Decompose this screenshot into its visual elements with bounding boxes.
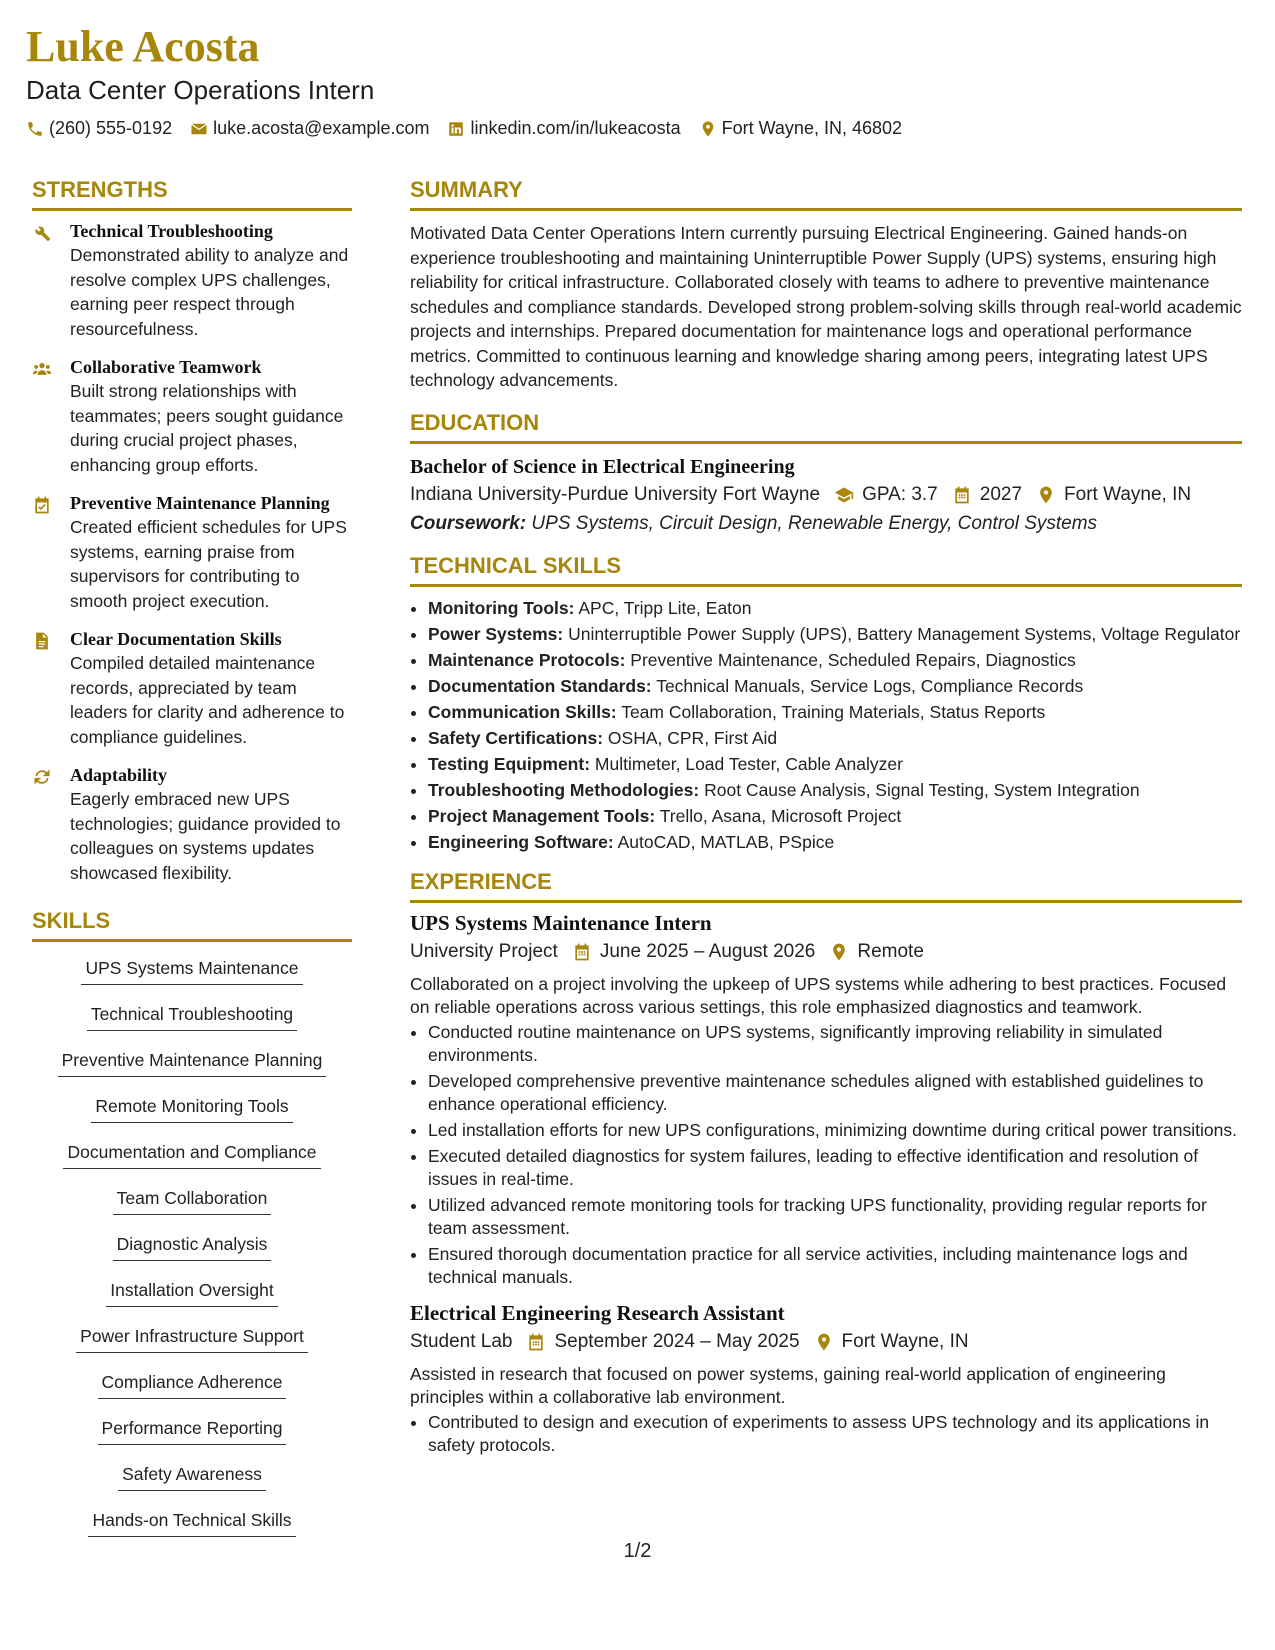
- skill-item: Safety Awareness: [118, 1458, 266, 1491]
- skill-item: Hands-on Technical Skills: [88, 1504, 295, 1537]
- tech-skill-item: [428, 701, 1242, 724]
- job-bullet: • Led installation efforts for new UPS configurations, minimizing downtime during critical power transitions.: [428, 1119, 1242, 1142]
- tech-skill-item: [428, 831, 1242, 854]
- skill-item: Documentation and Compliance: [63, 1136, 320, 1169]
- tech-skill-label: Power Systems:: [428, 623, 564, 644]
- tech-skill-item: [428, 597, 1242, 620]
- tech-skill-label: Testing Equipment:: [428, 753, 591, 774]
- calendar-icon: [952, 485, 972, 505]
- contact-phone: [26, 118, 172, 139]
- tech-skill-value: Technical Manuals, Service Logs, Compliance Records: [656, 675, 1084, 696]
- map-pin-icon: [1036, 485, 1056, 505]
- skill-item: UPS Systems Maintenance: [81, 952, 302, 985]
- map-pin-icon: [814, 1332, 834, 1352]
- skill-item: Team Collaboration: [113, 1182, 272, 1215]
- job-location: [814, 1327, 969, 1357]
- strength-item: [32, 493, 352, 613]
- strength-title: Adaptability: [70, 765, 168, 785]
- document-icon: [32, 631, 52, 651]
- job-org: [410, 1327, 512, 1357]
- tech-skill-value: Trello, Asana, Microsoft Project: [659, 805, 902, 826]
- tech-skill-item: [428, 779, 1242, 802]
- right-column: [410, 176, 1242, 1467]
- refresh-icon: [32, 767, 52, 787]
- left-column: [32, 176, 352, 1550]
- tech-skill-value: Root Cause Analysis, Signal Testing, System Integration: [704, 779, 1140, 800]
- gpa: [834, 480, 938, 510]
- strengths-list: [32, 221, 352, 885]
- users-icon: [32, 359, 52, 379]
- job-org: [410, 937, 558, 967]
- strength-item: [32, 221, 352, 341]
- skill-item: Remote Monitoring Tools: [91, 1090, 292, 1123]
- strength-description: Eagerly embraced new UPS technologies; guidance provided to colleagues on systems updates showcased flexibility.: [70, 789, 341, 883]
- email-link[interactable]: luke.acosta@example.com: [213, 118, 430, 138]
- strength-description: Built strong relationships with teammates; peers sought guidance during crucial project phases, enhancing group efforts.: [70, 381, 344, 475]
- strength-title: Clear Documentation Skills: [70, 629, 282, 649]
- tech-skill-label: Documentation Standards:: [428, 675, 652, 696]
- job-bullet: • Ensured thorough documentation practice for all service activities, including maintenance logs and technical manuals.: [428, 1243, 1242, 1289]
- skill-item: Performance Reporting: [98, 1412, 287, 1445]
- phone-text: (260) 555-0192: [49, 118, 173, 138]
- strength-description: Created efficient schedules for UPS systems, earning praise from supervisors for contributing to smooth project execution.: [70, 517, 347, 611]
- school-location: [1036, 480, 1191, 510]
- resume-header: [26, 22, 1246, 139]
- job-entry: [410, 1299, 1242, 1457]
- strength-item: [32, 765, 352, 885]
- job-meta: [410, 1327, 1242, 1357]
- job-title: UPS Systems Maintenance Intern: [410, 910, 712, 935]
- coursework-label: Coursework:: [410, 512, 527, 534]
- school-text: Indiana University-Purdue University Fort Wayne: [410, 483, 821, 505]
- skill-item: Power Infrastructure Support: [76, 1320, 308, 1353]
- strengths-heading: STRENGTHS: [32, 176, 352, 211]
- coursework: [410, 510, 1242, 538]
- strength-title: Collaborative Teamwork: [70, 357, 262, 377]
- job-summary: Assisted in research that focused on power systems, gaining real-world application of engineering principles within a collaborative lab environment.: [410, 1363, 1166, 1407]
- job-location-text: Fort Wayne, IN: [841, 1330, 969, 1352]
- tech-skill-value: OSHA, CPR, First Aid: [607, 727, 778, 748]
- map-pin-icon: [829, 942, 849, 962]
- skills-list: [32, 952, 352, 1550]
- tech-skill-value: Uninterruptible Power Supply (UPS), Battery Management Systems, Voltage Regulator: [568, 623, 1241, 644]
- education-heading: EDUCATION: [410, 409, 1242, 444]
- skills-heading: SKILLS: [32, 907, 352, 942]
- job-bullet: • Developed comprehensive preventive maintenance schedules aligned with established guidelines to enhance operational efficiency.: [428, 1070, 1242, 1116]
- phone-icon: [26, 120, 44, 138]
- tech-skill-item: [428, 649, 1242, 672]
- tech-skill-value: Team Collaboration, Training Materials, Status Reports: [621, 701, 1046, 722]
- envelope-icon: [190, 120, 208, 138]
- tech-skill-item: [428, 623, 1242, 646]
- job-meta: [410, 937, 1242, 967]
- skill-item: Compliance Adherence: [98, 1366, 287, 1399]
- candidate-name: Luke Acosta: [26, 22, 260, 71]
- job-dates: [572, 937, 816, 967]
- job-bullet: • Utilized advanced remote monitoring tools for tracking UPS functionality, providing regular reports for team assessment.: [428, 1194, 1242, 1240]
- degree-title: Bachelor of Science in Electrical Engineering: [410, 455, 795, 478]
- coursework-text: UPS Systems, Circuit Design, Renewable Energy, Control Systems: [531, 512, 1098, 534]
- school-name: [410, 480, 820, 510]
- tech-skill-label: Project Management Tools:: [428, 805, 656, 826]
- tech-skill-label: Engineering Software:: [428, 831, 614, 852]
- job-dates-text: September 2024 – May 2025: [554, 1330, 800, 1352]
- strength-description: Compiled detailed maintenance records, appreciated by team leaders for clarity and adherence to compliance guidelines.: [70, 653, 345, 747]
- job-bullet: • Executed detailed diagnostics for system failures, leading to effective identification and resolution of issues in real-time.: [428, 1145, 1242, 1191]
- experience-heading: EXPERIENCE: [410, 868, 1242, 903]
- tech-skill-item: [428, 753, 1242, 776]
- tech-skill-value: AutoCAD, MATLAB, PSpice: [617, 831, 835, 852]
- job-dates: [526, 1327, 799, 1357]
- calendar-icon: [572, 942, 592, 962]
- tech-skill-value: APC, Tripp Lite, Eaton: [578, 597, 752, 618]
- job-bullets: [410, 1411, 1242, 1457]
- tools-icon: [32, 223, 52, 243]
- job-summary: Collaborated on a project involving the upkeep of UPS systems while adhering to best practices. Focused on reliable operations across various settings, this role emphasized diagnostics and teamwork.: [410, 973, 1227, 1017]
- linkedin-link[interactable]: linkedin.com/in/lukeacosta: [470, 118, 681, 138]
- skill-item: Preventive Maintenance Planning: [58, 1044, 327, 1077]
- tech-skill-value: Preventive Maintenance, Scheduled Repairs, Diagnostics: [630, 649, 1076, 670]
- gpa-text: GPA: 3.7: [862, 483, 938, 505]
- tech-skill-label: Troubleshooting Methodologies:: [428, 779, 700, 800]
- job-org-text: Student Lab: [410, 1330, 513, 1352]
- job-location-text: Remote: [857, 940, 924, 962]
- tech-skill-label: Safety Certifications:: [428, 727, 604, 748]
- tech-skill-item: [428, 805, 1242, 828]
- skill-item: Installation Oversight: [106, 1274, 277, 1307]
- strength-description: Demonstrated ability to analyze and resolve complex UPS challenges, earning peer respect through resourcefulness.: [70, 245, 349, 339]
- linkedin-icon: [447, 120, 465, 138]
- calendar-check-icon: [32, 495, 52, 515]
- tech-skill-item: [428, 727, 1242, 750]
- skill-item: Technical Troubleshooting: [87, 998, 297, 1031]
- job-dates-text: June 2025 – August 2026: [599, 940, 816, 962]
- school-location-text: Fort Wayne, IN: [1064, 483, 1192, 505]
- strength-item: [32, 357, 352, 477]
- contact-location: [699, 118, 902, 139]
- tech-skill-value: Multimeter, Load Tester, Cable Analyzer: [594, 753, 903, 774]
- contact-bar: [26, 118, 1246, 139]
- tech-skill-label: Monitoring Tools:: [428, 597, 575, 618]
- job-bullet: • Conducted routine maintenance on UPS systems, significantly improving reliability in simulated environments.: [428, 1021, 1242, 1067]
- job-location: [829, 937, 924, 967]
- calendar-icon: [526, 1332, 546, 1352]
- strength-title: Preventive Maintenance Planning: [70, 493, 330, 513]
- strength-item: [32, 629, 352, 749]
- job-title: Electrical Engineering Research Assistant: [410, 1300, 785, 1325]
- year-text: 2027: [979, 483, 1023, 505]
- tech-skill-item: [428, 675, 1242, 698]
- summary-text: Motivated Data Center Operations Intern currently pursuing Electrical Engineering. Gained hands-on experience troubleshooting and maintaining Uninterruptible Power Supply (UPS) systems, ensuring high reliability for critical infrastructure. Collaborated closely with teams to adhere to preventive maintenance schedules and compliance standards. Developed strong problem-solving skills through real-world academic projects and internships. Prepared documentation for maintenance logs and operational performance metrics. Committed to continuous learning and knowledge sharing among peers, integrating latest UPS technology advancements.: [410, 223, 1242, 390]
- tech-skill-label: Communication Skills:: [428, 701, 617, 722]
- candidate-role: Data Center Operations Intern: [26, 75, 375, 105]
- tech-skill-label: Maintenance Protocols:: [428, 649, 626, 670]
- graduation-cap-icon: [834, 485, 854, 505]
- job-entry: [410, 909, 1242, 1289]
- skill-item: Diagnostic Analysis: [113, 1228, 272, 1261]
- page-number: 1/2: [623, 1540, 652, 1562]
- education-meta: [410, 480, 1242, 510]
- contact-linkedin[interactable]: [447, 118, 680, 139]
- summary-heading: SUMMARY: [410, 176, 1242, 211]
- job-bullets: [410, 1021, 1242, 1289]
- job-org-text: University Project: [410, 940, 558, 962]
- job-bullet: • Contributed to design and execution of experiments to assess UPS technology and its applications in safety protocols.: [428, 1411, 1242, 1457]
- map-pin-icon: [699, 120, 717, 138]
- technical-skills-heading: TECHNICAL SKILLS: [410, 552, 1242, 587]
- technical-skills-list: [410, 597, 1242, 854]
- location-text: Fort Wayne, IN, 46802: [721, 118, 903, 138]
- strength-title: Technical Troubleshooting: [70, 221, 273, 241]
- grad-year: [952, 480, 1022, 510]
- contact-email[interactable]: [190, 118, 429, 139]
